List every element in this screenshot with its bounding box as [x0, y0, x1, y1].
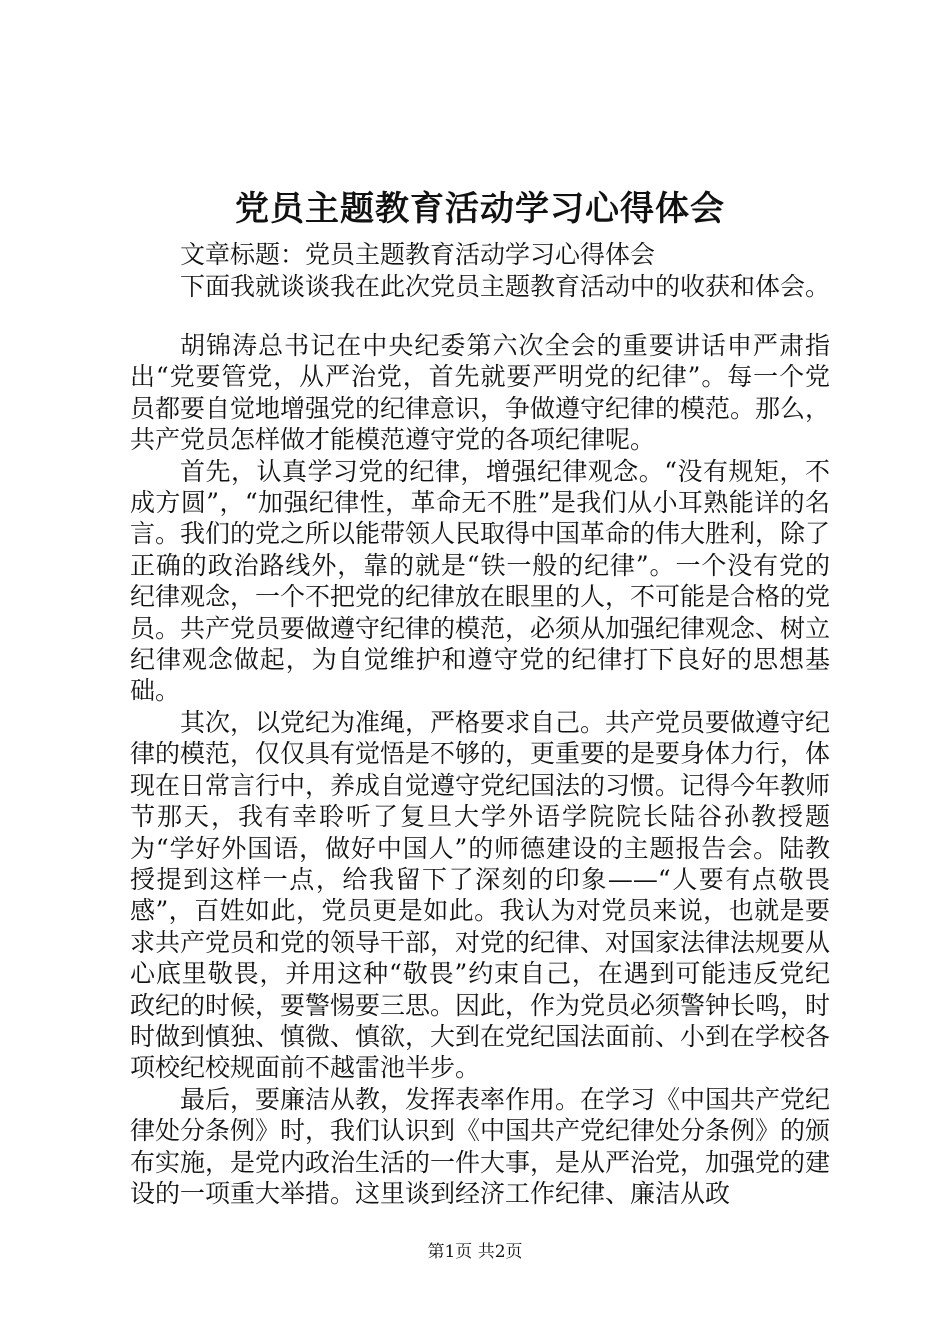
paragraph: 其次，以党纪为准绳，严格要求自己。共产党员要做遵守纪律的模范，仅仅具有觉悟是不够的，更重要的是要身体力行，体现在日常言行中，养成自觉遵守党纪国法的习惯。记得今年教师节那天，我有幸聆听了复旦大学外语学院院长陆谷孙教授题为“学好外国语，做好中国人”的师德建设的主题报告会。陆教授提到这样一点，给我留下了深刻的印象——“人要有点敬畏感”，百姓如此，党员更是如此。我认为对党员来说，也就是要求共产党员和党的领导干部，对党的纪律、对国家法律法规要从心底里敬畏，并用这种“敬畏”约束自己，在遇到可能违反党纪政纪的时候，要警惕要三思。因此，作为党员必须警钟长鸣，时时做到慎独、慎微、慎欲，大到在党纪国法面前、小到在学校各项校纪校规面前不越雷池半步。: [130, 707, 831, 1083]
intro-line: 下面我就谈谈我在此次党员主题教育活动中的收获和体会。: [180, 272, 831, 301]
article-title-line: 文章标题：党员主题教育活动学习心得体会: [180, 240, 656, 269]
paragraph: 胡锦涛总书记在中央纪委第六次全会的重要讲话申严肃指出“党要管党，从严治党，首先就要严明党的纪律”。每一个党员都要自觉地增强党的纪律意识，争做遵守纪律的模范。那么，共产党员怎样做才能模范遵守党的各项纪律呢。: [130, 331, 831, 455]
paragraph: 首先，认真学习党的纪律，增强纪律观念。“没有规矩，不成方圆”，“加强纪律性，革命无不胜”是我们从小耳熟能详的名言。我们的党之所以能带领人民取得中国革命的伟大胜利，除了正确的政治路线外，靠的就是“铁一般的纪律”。一个没有党的纪律观念，一个不把党的纪律放在眼里的人，不可能是合格的党员。共产党员要做遵守纪律的模范，必须从加强纪律观念、树立纪律观念做起，为自觉维护和遵守党的纪律打下良好的思想基础。: [130, 456, 831, 706]
paragraph: 最后，要廉洁从教，发挥表率作用。在学习《中国共产党纪律处分条例》时，我们认识到《中国共产党纪律处分条例》的颁布实施，是党内政治生活的一件大事，是从严治党，加强党的建设的一项重大举措。这里谈到经济工作纪律、廉洁从政: [130, 1084, 831, 1208]
page-number-footer: 第1页 共2页: [427, 1242, 523, 1262]
document-title: 党员主题教育活动学习心得体会: [235, 189, 725, 229]
document-body: [130, 330, 830, 1209]
